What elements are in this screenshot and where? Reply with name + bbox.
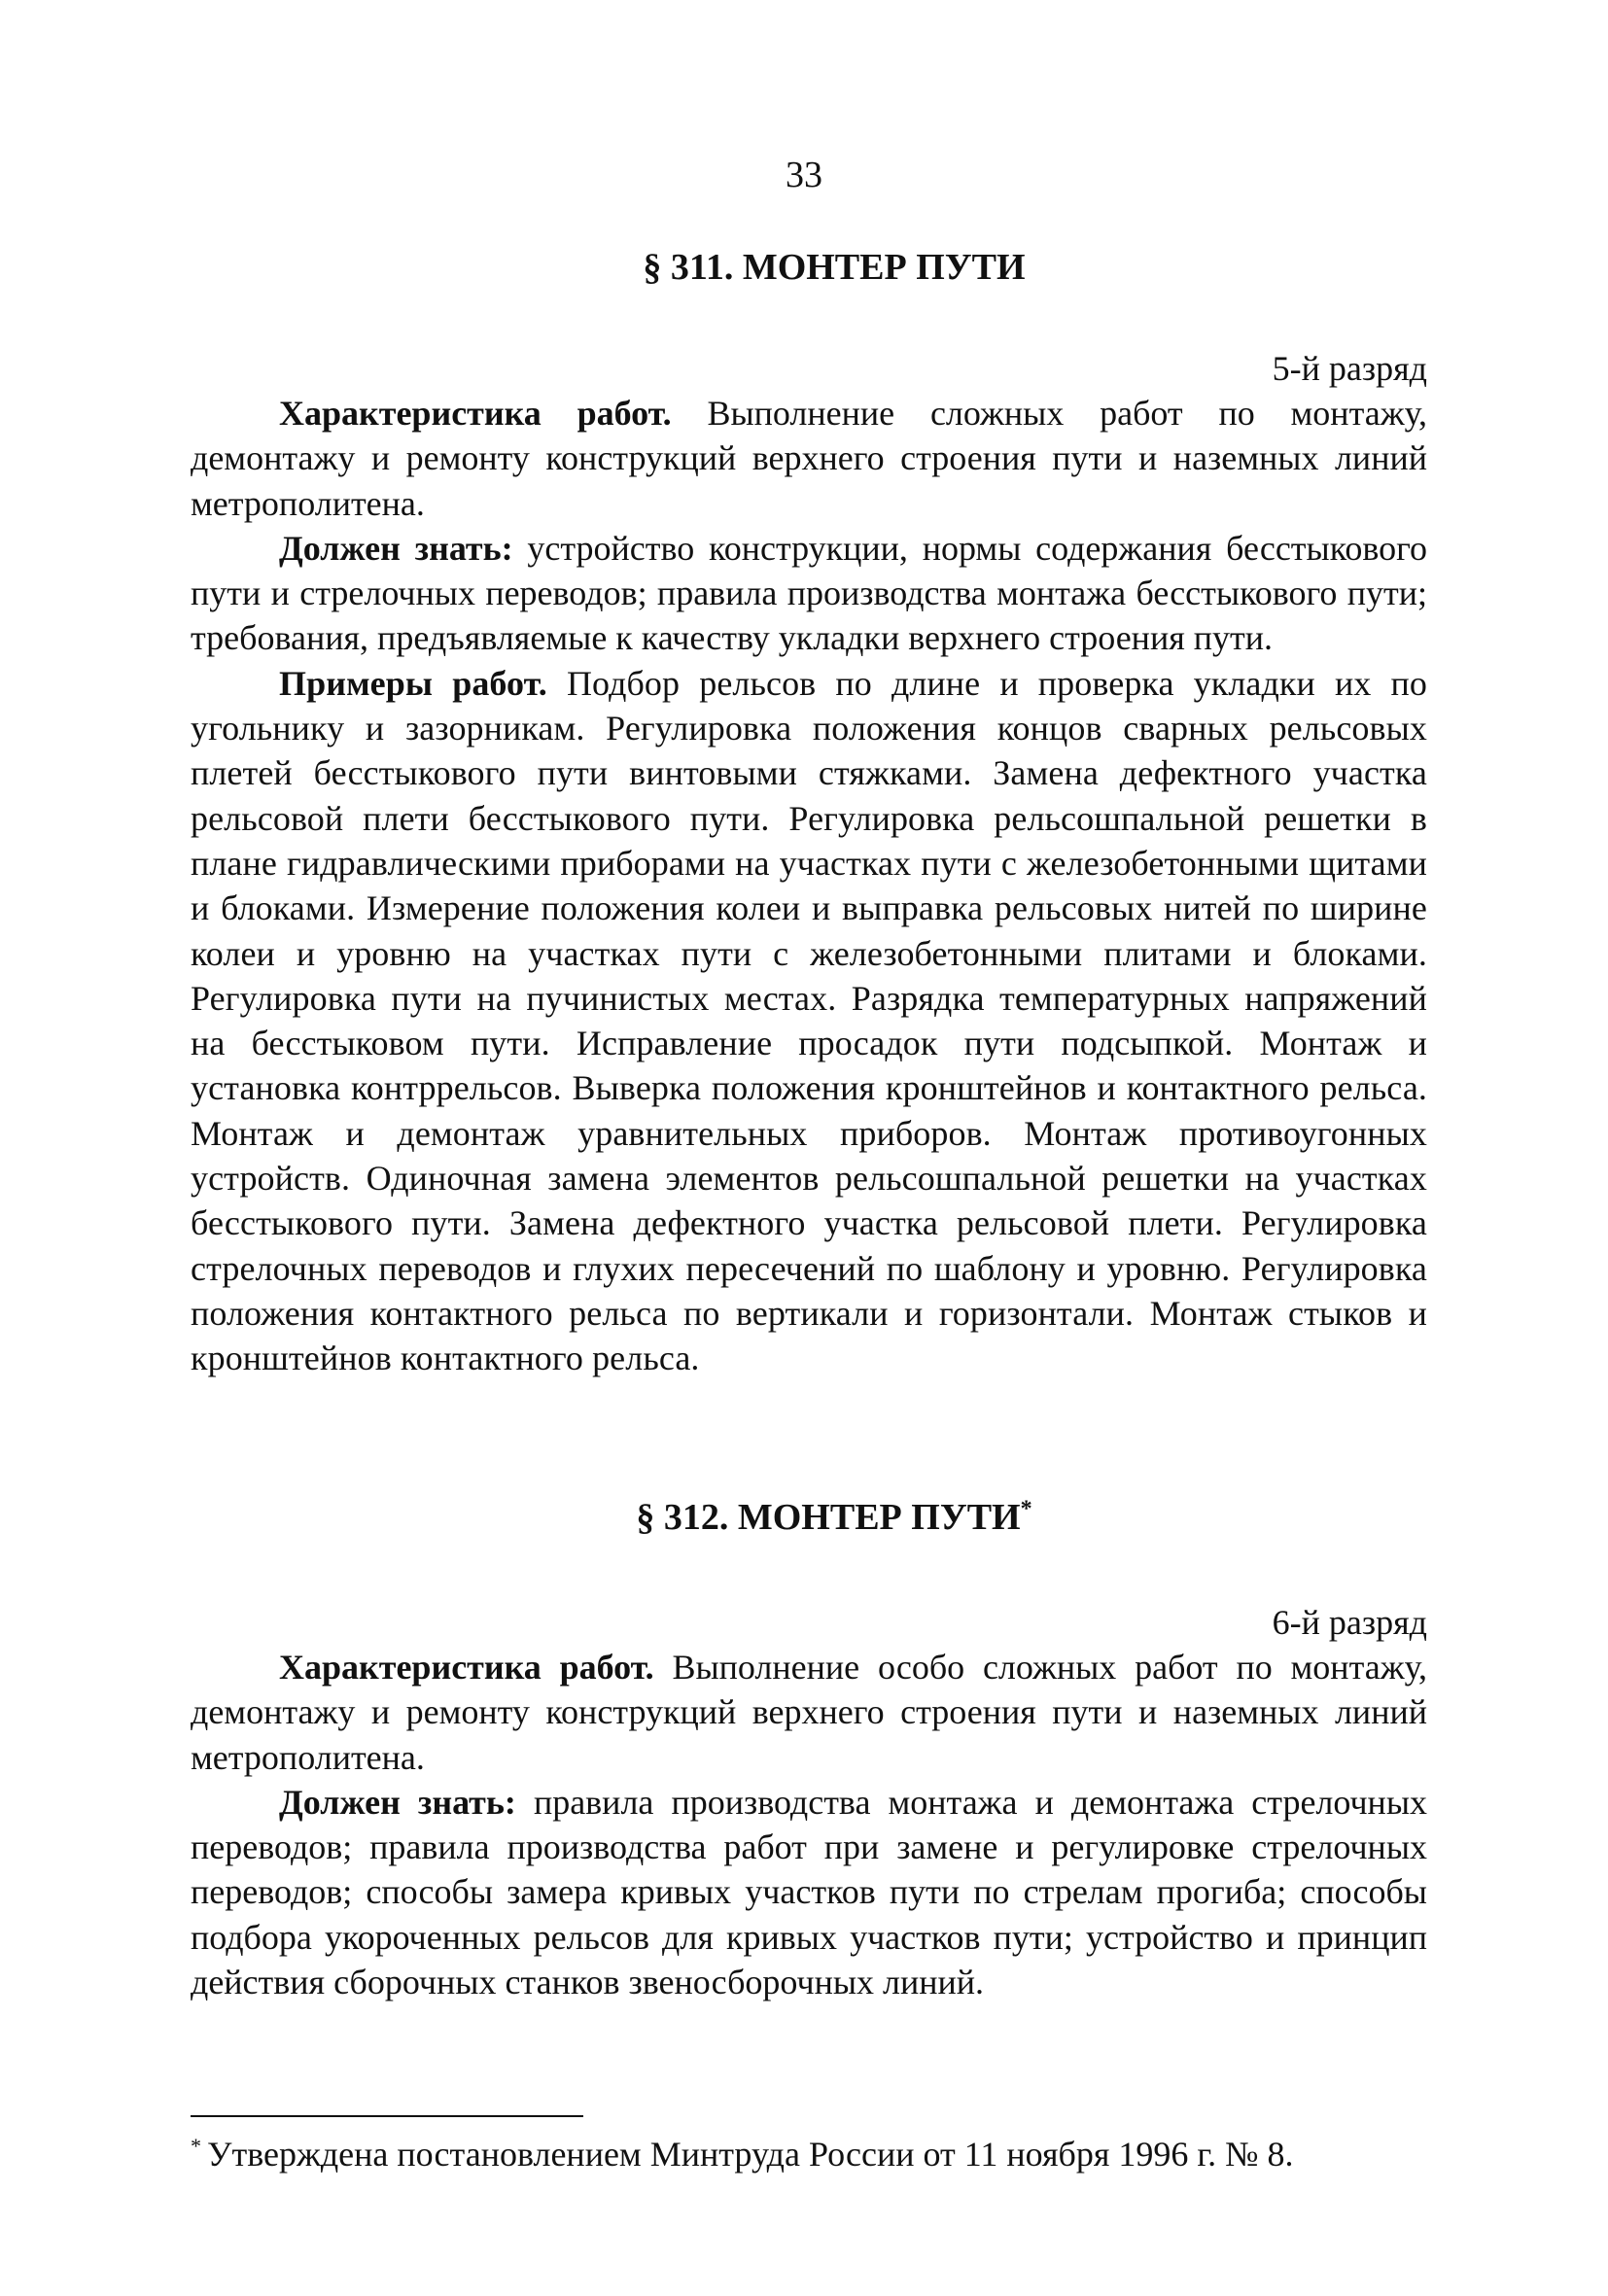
footnote-marker: * — [1020, 1496, 1032, 1522]
grade-label: 5-й разряд — [1272, 349, 1427, 388]
footnote-marker: * — [191, 2134, 201, 2158]
work-characteristic-text: Выполнение сложных работ по монтажу, демонтажу и ремонту конструкций верхнего строения пути и наземных линий метрополитена. — [191, 394, 1427, 523]
section-heading-text: § 312. МОНТЕР ПУТИ — [636, 1497, 1021, 1538]
footnote — [191, 2133, 1427, 2175]
work-characteristic-text: Выполнение особо сложных работ по монтажу, демонтажу и ремонту конструкций верхнего строения пути и наземных линий метрополитена. — [191, 1648, 1427, 1777]
work-characteristic-label: Характеристика работ. — [279, 1648, 654, 1687]
work-examples-paragraph — [191, 661, 1427, 1381]
must-know-text: устройство конструкции, нормы содержания бесстыкового пути и стрелочных переводов; правила производства монтажа бесстыкового пути; требования, предъявляемые к качеству укладки верхнего строения пути. — [191, 528, 1428, 658]
work-characteristic-label: Характеристика работ. — [279, 394, 672, 433]
section-312 — [191, 1495, 1427, 2004]
work-examples-text: Подбор рельсов по длине и проверка укладки их по угольнику и зазорникам. Регулировка положения концов сварных рельсовых плетей бесстыкового пути винтовыми стяжками. Замена дефектного участка рельсовой плети бесстыкового пути. Регулировка рельсошпальной решетки в плане гидравлическими приборами на участках пути с железобетонными щитами и блоками. Измерение положения колеи и выправка рельсовых нитей по ширине колеи и уровню на участках пути с железобетонными плитами и блоками. Регулировка пути на пучинистых местах. Разрядка температурных напряжений на бесстыковом пути. Исправление просадок пути подсыпкой. Монтаж и установка контррельсов. Выверка положения кронштейнов и контактного рельса. Монтаж и демонтаж уравнительных приборов. Монтаж противоугонных устройств. Одиночная замена элементов рельсошпальной решетки на участках бесстыкового пути. Замена дефектного участка рельсовой плети. Регулировка стрелочных переводов и глухих пересечений по шаблону и уровню. Регулировка положения контактного рельса по вертикали и горизонтали. Монтаж стыков и кронштейнов контактного рельса. — [191, 663, 1427, 1378]
section-heading-text: § 311. МОНТЕР ПУТИ — [643, 247, 1026, 288]
must-know-paragraph — [191, 1780, 1427, 2004]
grade-label: 6-й разряд — [1272, 1603, 1427, 1642]
must-know-paragraph — [191, 526, 1427, 661]
must-know-label: Должен знать: — [279, 528, 513, 568]
section-heading — [191, 245, 1427, 290]
page-number: 33 — [786, 155, 822, 195]
must-know-text: правила производства монтажа и демонтажа стрелочных переводов; правила производства работ при замене и регулировке стрелочных переводов; способы замера кривых участков пути по стрелам прогиба; способы подбора укороченных рельсов для кривых участков пути; устройство и принцип действия сборочных станков звеносборочных линий. — [191, 1782, 1428, 2002]
must-know-label: Должен знать: — [279, 1782, 516, 1822]
work-characteristic-paragraph — [191, 1645, 1427, 1780]
work-characteristic-paragraph — [191, 391, 1427, 526]
section-311 — [191, 245, 1427, 1381]
footnote-divider — [191, 2115, 583, 2117]
section-heading — [191, 1495, 1427, 1540]
footnote-text: Утверждена постановлением Минтруда России от 11 ноября 1996 г. № 8. — [207, 2135, 1294, 2174]
work-examples-label: Примеры работ. — [279, 663, 547, 703]
